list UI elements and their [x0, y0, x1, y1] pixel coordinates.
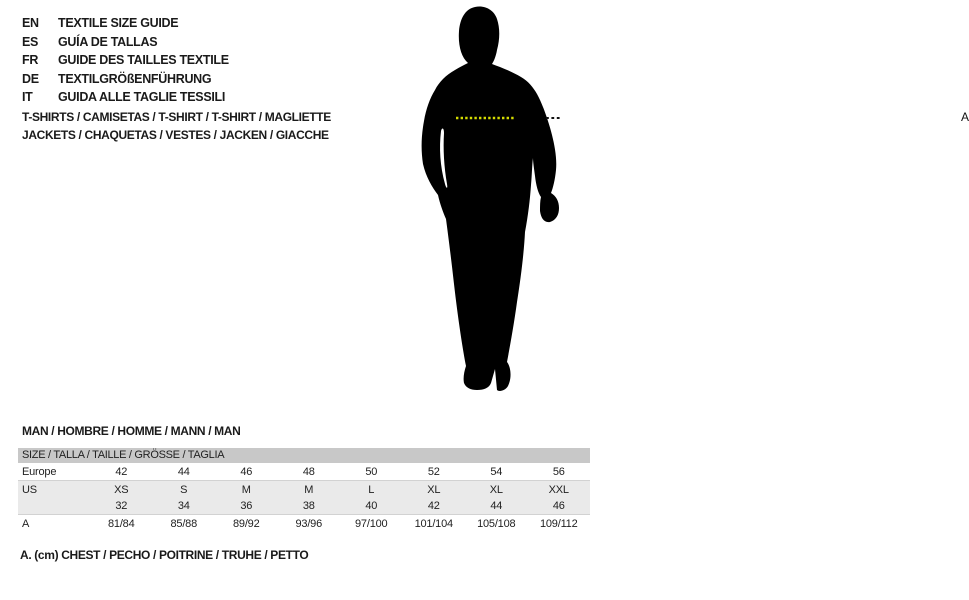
- cell: 81/84: [107, 518, 135, 530]
- category-line-tshirts: T-SHIRTS / CAMISETAS / T-SHIRT / T-SHIRT / MAGLIETTE: [22, 110, 331, 124]
- cell: XS: [114, 483, 129, 496]
- table-row-europe: [18, 463, 590, 481]
- table-row-us: [18, 481, 590, 498]
- cell: 42: [115, 465, 128, 478]
- language-label: TEXTILE SIZE GUIDE: [58, 16, 179, 31]
- cell: 42: [427, 500, 440, 512]
- language-code: ES: [22, 34, 39, 49]
- cell: 105/108: [477, 518, 516, 530]
- row-label: US: [22, 483, 37, 496]
- size-table-header: SIZE / TALLA / TAILLE / GRÖSSE / TAGLIA: [18, 448, 590, 463]
- language-row-es: [22, 33, 229, 52]
- cell: 89/92: [232, 518, 260, 530]
- cell: 44: [490, 500, 503, 512]
- language-label: GUÍA DE TALLAS: [58, 34, 158, 49]
- cell: 97/100: [355, 518, 388, 530]
- cell: 54: [490, 465, 503, 478]
- cell: 109/112: [539, 518, 578, 530]
- man-silhouette-svg: [400, 0, 600, 400]
- language-row-de: [22, 70, 229, 89]
- cell: L: [368, 483, 375, 496]
- cell: 36: [240, 500, 253, 512]
- cell: 52: [427, 465, 440, 478]
- chest-measurement-footnote: A. (cm) CHEST / PECHO / POITRINE / TRUHE / PETTO: [20, 548, 309, 562]
- cell: 56: [552, 465, 565, 478]
- language-row-it: [22, 88, 229, 107]
- cell: XL: [489, 483, 503, 496]
- language-label: GUIDE DES TAILLES TEXTILE: [58, 53, 229, 68]
- cell: 40: [365, 500, 378, 512]
- cell: M: [241, 483, 251, 496]
- cell: 48: [302, 465, 315, 478]
- language-code: EN: [22, 16, 39, 31]
- cell: 85/88: [170, 518, 198, 530]
- category-line-jackets: JACKETS / CHAQUETAS / VESTES / JACKEN / GIACCHE: [22, 128, 329, 142]
- cell: S: [180, 483, 188, 496]
- row-label: A: [22, 518, 30, 530]
- cell: 101/104: [414, 518, 453, 530]
- cell: 32: [115, 500, 128, 512]
- language-row-en: [22, 14, 229, 33]
- cell: 93/96: [295, 518, 323, 530]
- row-label: Europe: [22, 465, 57, 478]
- measurement-a-label: A: [961, 110, 969, 124]
- cell: 38: [302, 500, 315, 512]
- cell: 44: [177, 465, 190, 478]
- table-row-us-numeric: [18, 498, 590, 515]
- cell: 46: [552, 500, 565, 512]
- cell: XL: [427, 483, 441, 496]
- section-heading-man: MAN / HOMBRE / HOMME / MANN / MAN: [22, 424, 241, 438]
- size-table: [18, 448, 590, 533]
- man-silhouette-shape: [422, 7, 559, 391]
- language-guide-list: [22, 14, 229, 107]
- language-label: GUIDA ALLE TAGLIE TESSILI: [58, 90, 226, 105]
- cell: M: [304, 483, 314, 496]
- language-row-fr: [22, 51, 229, 70]
- cell: 46: [240, 465, 253, 478]
- cell: XXL: [548, 483, 569, 496]
- language-label: TEXTILGRÖßENFÜHRUNG: [58, 71, 212, 86]
- man-silhouette-figure: [400, 0, 969, 400]
- language-code: DE: [22, 71, 39, 86]
- cell: 34: [177, 500, 190, 512]
- language-code: FR: [22, 53, 39, 68]
- cell: 50: [365, 465, 378, 478]
- table-row-chest-a: [18, 515, 590, 533]
- language-code: IT: [22, 90, 33, 105]
- category-heading: [22, 108, 331, 144]
